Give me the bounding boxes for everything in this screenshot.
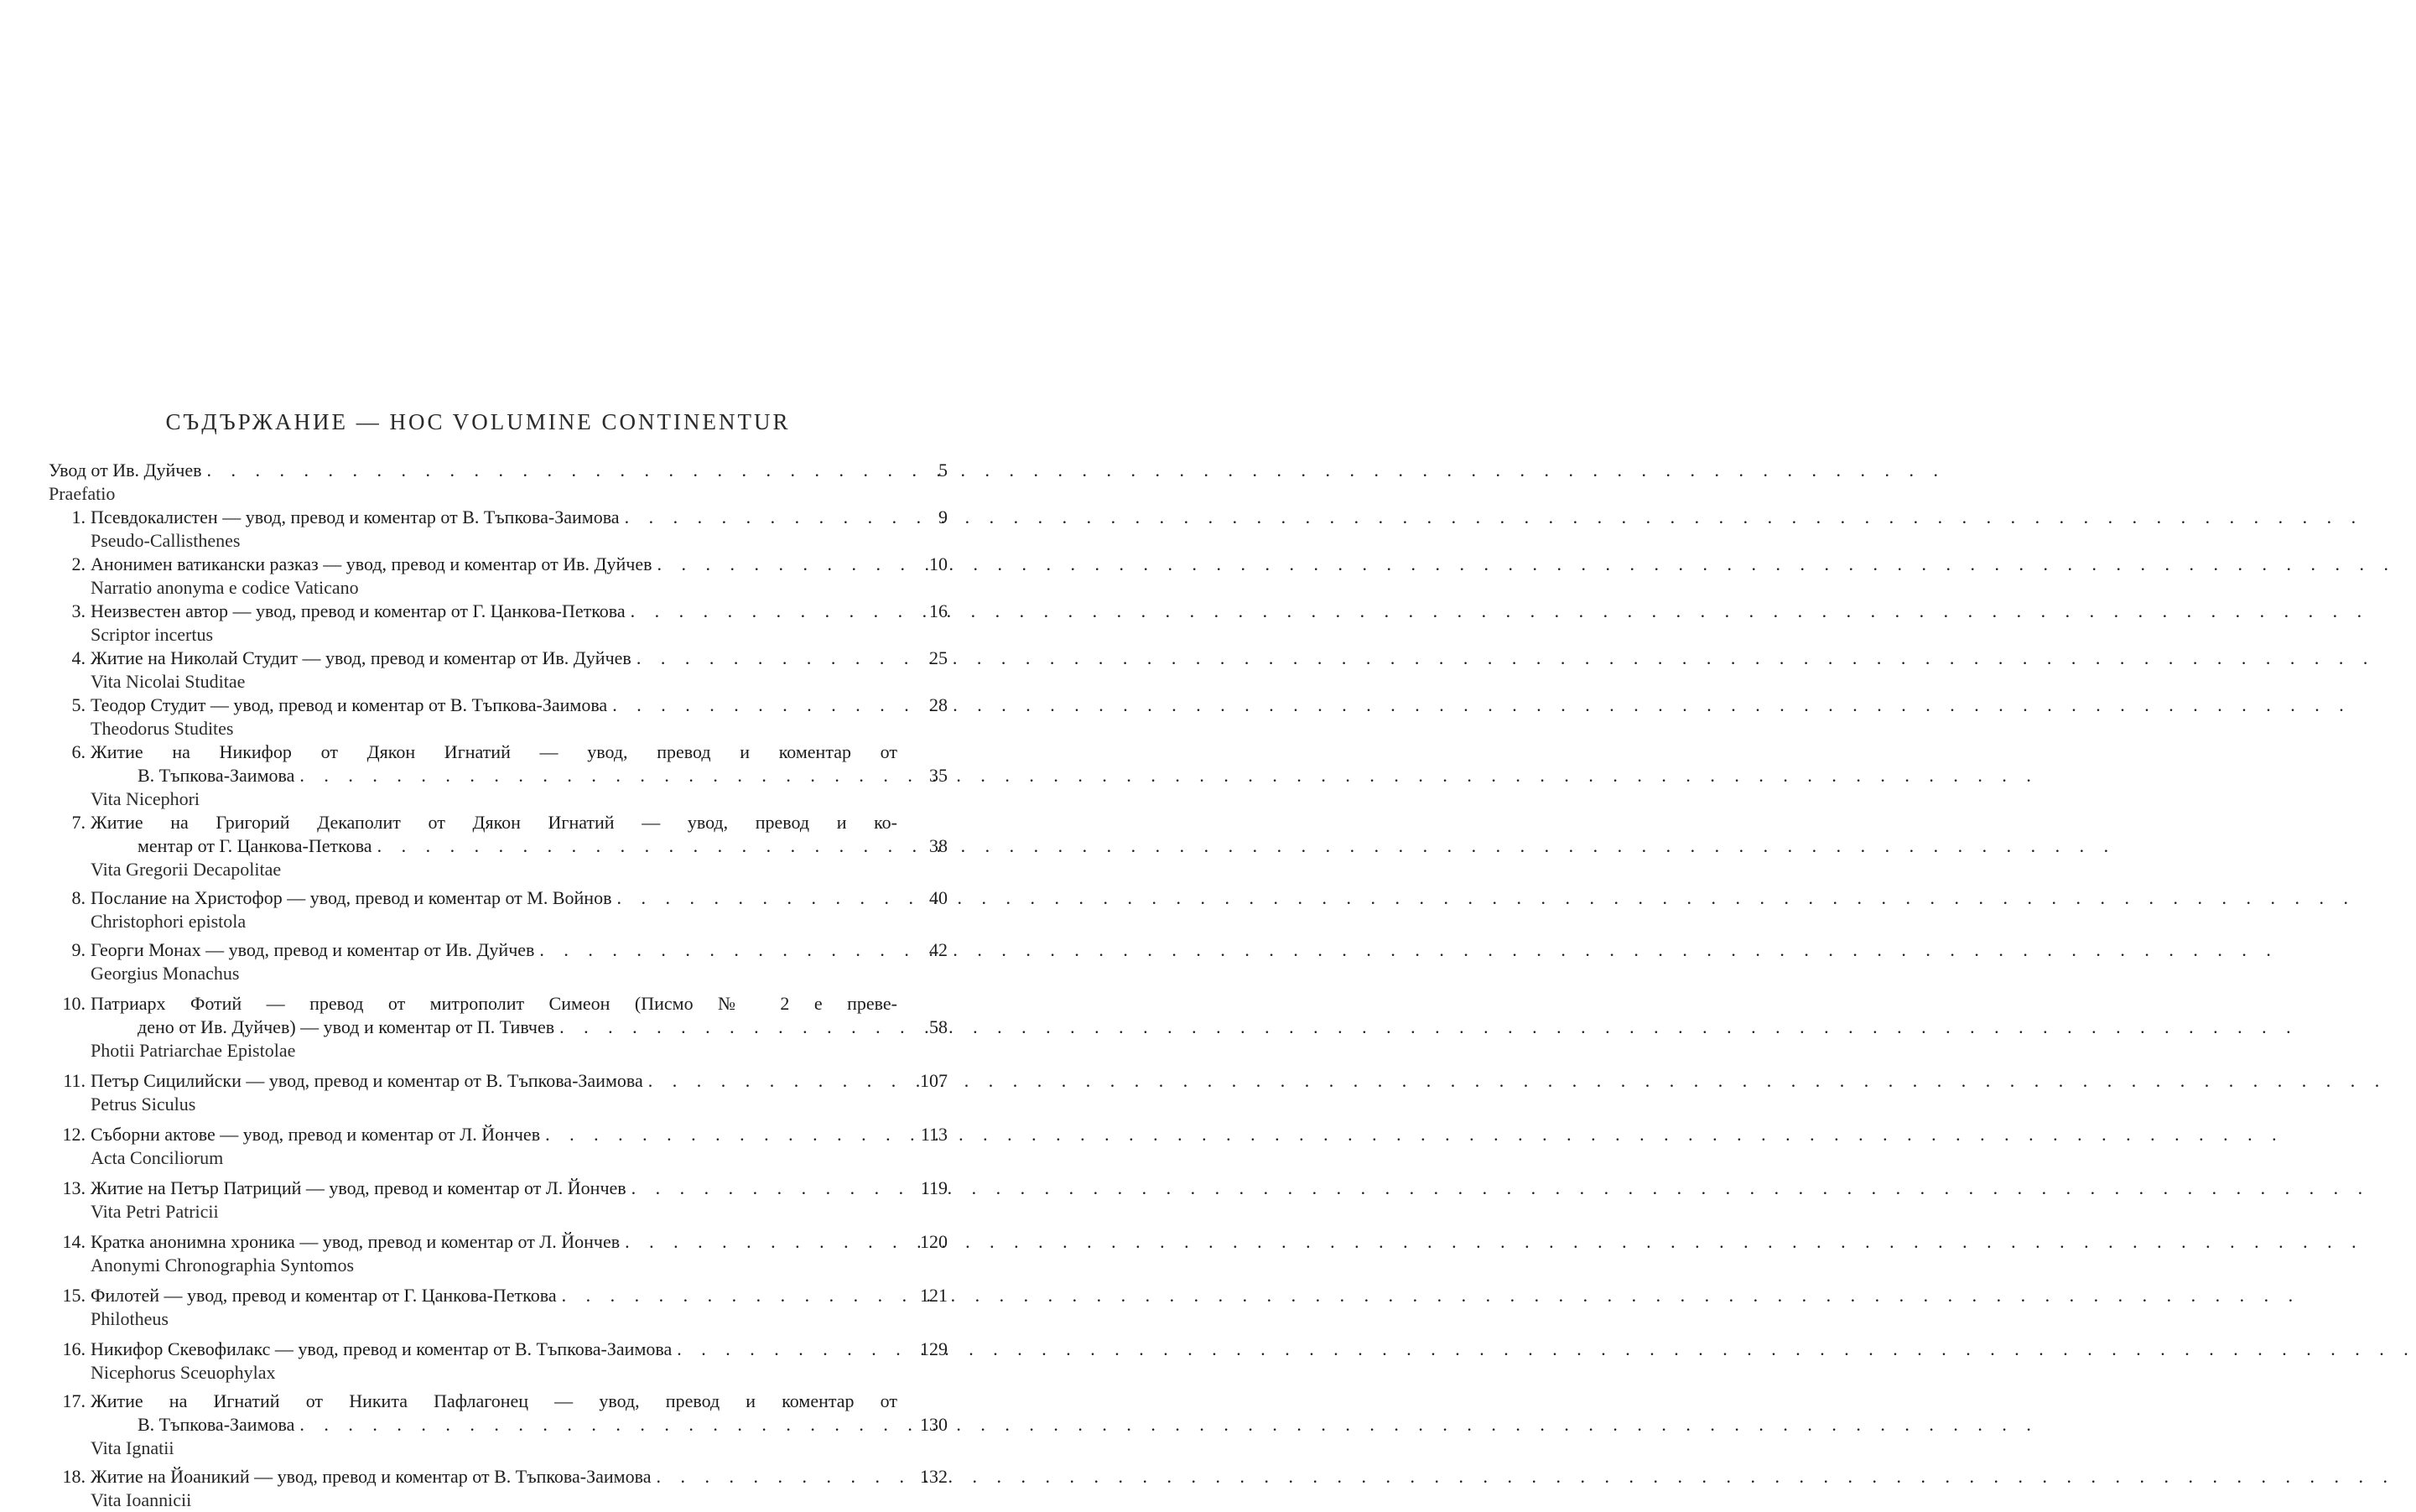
toc-latin-title: Philotheus (91, 1308, 169, 1329)
toc-page-number: 5 (938, 460, 948, 481)
toc-entry-number: 17. (62, 1390, 86, 1411)
toc-entry-title: Георги Монах — увод, превод и коментар от Ив. Дуйчев (91, 939, 535, 960)
dot-leader (540, 1123, 897, 1146)
toc-entry-title: Филотей — увод, превод и коментар от Г. Цанкова-Петкова (91, 1285, 557, 1306)
toc-page-number: 40 (929, 887, 948, 908)
page-title: СЪДЪРЖАНИЕ — HOC VOLUMINE CONTINENTUR (165, 409, 791, 434)
toc-latin-title: Pseudo-Callisthenes (91, 530, 241, 551)
dot-leader (620, 506, 897, 529)
toc-entry-title: Кратка анонимна хроника — увод, превод и коментар от Л. Йончев (91, 1231, 621, 1252)
dot-leader (631, 647, 897, 670)
toc-entry-number: 18. (62, 1466, 86, 1487)
toc-page-number: 58 (929, 1016, 948, 1037)
toc-entry-number: 16. (62, 1338, 86, 1359)
toc-entry-title: Анонимен ватикански разказ — увод, превод и коментар от Ив. Дуйчев (91, 553, 652, 574)
toc-entry-title-continued: дено от Ив. Дуйчев) — увод и коментар от П. Тивчев (138, 1016, 555, 1037)
toc-entry[interactable] (49, 553, 954, 600)
toc-entry-number: 14. (62, 1231, 86, 1252)
toc-latin-title: Georgius Monachus (91, 963, 240, 984)
toc-entry-title-continued: ментар от Г. Цанкова-Петкова (138, 835, 372, 856)
toc-entry[interactable] (49, 600, 954, 647)
toc-entry-title: Псевдокалистен — увод, превод и коментар от В. Тъпкова-Заимова (91, 507, 620, 527)
toc-entry-title: Житие на Игнатий от Никита Пафлагонец — увод, превод и коментар от (91, 1390, 897, 1411)
toc-entry[interactable] (49, 647, 954, 694)
dot-leader (651, 1465, 897, 1489)
toc-page-number: 119 (920, 1177, 948, 1198)
toc-page-number: 28 (929, 694, 948, 715)
toc-latin-title: Christophori epistola (91, 911, 247, 932)
toc-latin-title: Anonymi Chronographia Syntomos (91, 1255, 355, 1276)
toc-entry-number: 13. (62, 1177, 86, 1198)
toc-page-number: 42 (929, 939, 948, 960)
toc-entry[interactable] (49, 694, 954, 740)
toc-entry[interactable] (49, 1465, 954, 1512)
toc-entry[interactable] (49, 1069, 954, 1116)
toc-page-number: 130 (920, 1414, 948, 1435)
toc-page-number: 38 (929, 835, 948, 856)
toc-entry[interactable] (49, 811, 954, 881)
toc-latin-title: Petrus Siculus (91, 1094, 196, 1115)
dot-leader (672, 1338, 897, 1361)
toc-entry-number: 15. (62, 1285, 86, 1306)
dot-leader (643, 1069, 897, 1093)
toc-entry-title: Никифор Скевофилакс — увод, превод и коментар от В. Тъпкова-Заимова (91, 1338, 673, 1359)
toc-latin-title: Vita Nicephori (91, 788, 200, 809)
toc-page-number: 120 (920, 1231, 948, 1252)
dot-leader (626, 600, 897, 623)
toc-entry[interactable] (49, 1390, 954, 1460)
toc-entry[interactable] (49, 1123, 954, 1170)
toc-entry[interactable] (49, 1338, 954, 1385)
toc-latin-title: Nicephorus Sceuophylax (91, 1362, 276, 1383)
toc-entry-number: 5. (71, 694, 86, 715)
toc-entry-title: Житие на Йоаникий — увод, превод и коментар от В. Тъпкова-Заимова (91, 1466, 652, 1487)
table-of-contents (49, 459, 954, 1512)
toc-page-number: 16 (929, 600, 948, 621)
toc-latin-title: Acta Conciliorum (91, 1147, 224, 1168)
toc-entry-number: 9. (71, 939, 86, 960)
dot-leader (534, 938, 897, 962)
dot-leader (652, 553, 898, 576)
toc-entry-title: Петър Сицилийски — увод, превод и коментар от В. Тъпкова-Заимова (91, 1070, 643, 1091)
toc-entry-number: 12. (62, 1124, 86, 1145)
toc-page-number: 9 (938, 507, 948, 527)
dot-leader (607, 694, 897, 717)
toc-page-number: 35 (929, 765, 948, 786)
toc-entry[interactable] (49, 1284, 954, 1331)
toc-latin-title: Scriptor incertus (91, 624, 214, 645)
dot-leader (202, 459, 898, 482)
toc-latin-title: Narratio anonyma e codice Vaticano (91, 577, 359, 598)
toc-entry[interactable] (49, 740, 954, 811)
toc-entry-number: 10. (62, 993, 86, 1014)
toc-entry-number: 7. (71, 812, 86, 833)
toc-latin-title: Theodorus Studites (91, 718, 234, 739)
toc-entry-title: Житие на Николай Студит — увод, превод и коментар от Ив. Дуйчев (91, 647, 631, 668)
toc-page-number: 25 (929, 647, 948, 668)
toc-entry-title: Послание на Христофор — увод, превод и коментар от М. Войнов (91, 887, 612, 908)
toc-entry-intro[interactable] (49, 459, 954, 482)
toc-entry-number: 8. (71, 887, 86, 908)
toc-entry-number: 2. (71, 553, 86, 574)
dot-leader (294, 764, 897, 787)
toc-entry-title: Житие на Никифор от Дякон Игнатий — увод, превод и коментар от (91, 741, 897, 762)
toc-entry-number: 6. (71, 741, 86, 762)
toc-entry[interactable] (49, 938, 954, 985)
toc-entry[interactable] (49, 992, 954, 1063)
toc-page-number: 129 (920, 1338, 948, 1359)
toc-entry-number: 3. (71, 600, 86, 621)
toc-entry[interactable] (49, 1177, 954, 1224)
toc-entry-title: Патриарх Фотий — превод от митрополит Симеон (Писмо № 2 е преве- (91, 993, 897, 1014)
dot-leader (554, 1016, 897, 1039)
toc-latin-title: Vita Nicolai Studitae (91, 671, 246, 692)
toc-entry-title: Житие на Петър Патриций — увод, превод и коментар от Л. Йончев (91, 1177, 626, 1198)
dot-leader (372, 834, 897, 858)
toc-page-number: 10 (929, 553, 948, 574)
toc-page-number: 132 (920, 1466, 948, 1487)
dot-leader (557, 1284, 897, 1307)
toc-entry[interactable] (49, 506, 954, 553)
toc-entry-title: Увод от Ив. Дуйчев (49, 460, 202, 481)
toc-entry-title-continued: В. Тъпкова-Заимова (138, 1414, 295, 1435)
dot-leader (294, 1413, 897, 1437)
toc-entry-title-continued: В. Тъпкова-Заимова (138, 765, 295, 786)
dot-leader (620, 1230, 897, 1254)
dot-leader (626, 1177, 897, 1200)
toc-entry-title: Съборни актове — увод, превод и коментар от Л. Йончев (91, 1124, 541, 1145)
toc-page-number: 121 (920, 1285, 948, 1306)
toc-entry-title: Житие на Григорий Декаполит от Дякон Игнатий — увод, превод и ко- (91, 812, 897, 833)
dot-leader (611, 886, 897, 910)
toc-entry-number: 4. (71, 647, 86, 668)
toc-entry-title: Неизвестен автор — увод, превод и коментар от Г. Цанкова-Петкова (91, 600, 626, 621)
toc-entry[interactable] (49, 886, 954, 933)
toc-entry-number: 1. (71, 507, 86, 527)
toc-entry[interactable] (49, 1230, 954, 1277)
toc-latin-title: Praefatio (49, 483, 116, 504)
toc-latin-title: Vita Ioannicii (91, 1489, 192, 1510)
toc-page-number: 113 (920, 1124, 948, 1145)
toc-latin-title: Vita Petri Patricii (91, 1201, 219, 1222)
toc-latin-title: Vita Gregorii Decapolitae (91, 859, 282, 880)
toc-entry-title: Теодор Студит — увод, превод и коментар от В. Тъпкова-Заимова (91, 694, 608, 715)
toc-latin-title: Photii Patriarchae Epistolae (91, 1040, 296, 1061)
toc-entry-number: 11. (63, 1070, 86, 1091)
toc-page-number: 107 (920, 1070, 948, 1091)
toc-latin-title: Vita Ignatii (91, 1437, 174, 1458)
